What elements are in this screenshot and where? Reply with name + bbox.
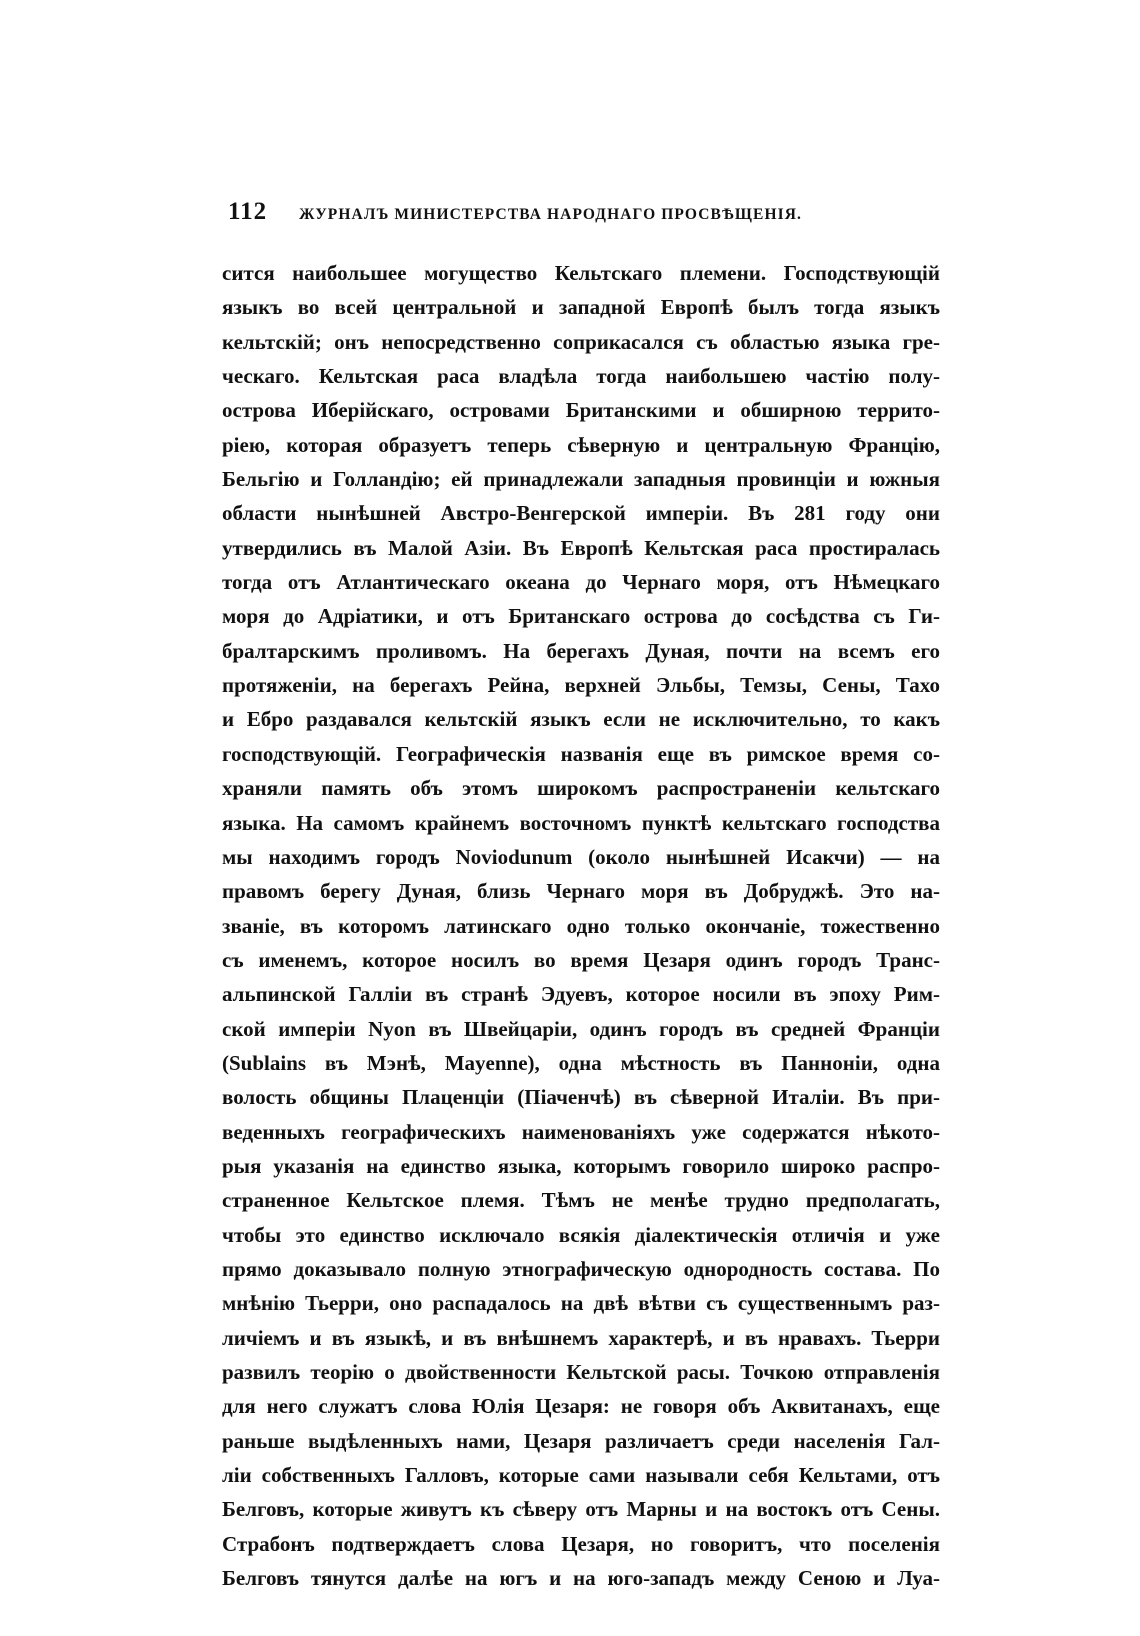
text-line: кельтскій; онъ непосредственно соприкасался съ областью языка гре- bbox=[222, 329, 940, 354]
text-line: и Ебро раздавался кельтскій языкъ если не исключительно, то какъ bbox=[222, 707, 940, 732]
text-line: Страбонъ подтверждаетъ слова Цезаря, но говоритъ, что поселенія bbox=[222, 1531, 940, 1556]
text-line: чтобы это единство исключало всякія діалектическія отличія и уже bbox=[222, 1222, 940, 1247]
text-line: Бельгію и Голландію; ей принадлежали западныя провинціи и южныя bbox=[222, 467, 940, 492]
text-line: языкъ во всей центральной и западной Европѣ былъ тогда языкъ bbox=[222, 295, 940, 320]
text-line: альпинской Галліи въ странѣ Эдуевъ, которое носили въ эпоху Рим- bbox=[222, 982, 940, 1007]
text-line: личіемъ и въ языкѣ, и въ внѣшнемъ характерѣ, и въ нравахъ. Тьерри bbox=[222, 1325, 940, 1350]
text-line: рыя указанія на единство языка, которымъ говорило широко распро- bbox=[222, 1153, 940, 1178]
text-line: раньше выдѣленныхъ нами, Цезаря различаетъ среди населенія Гал- bbox=[222, 1428, 940, 1453]
text-line: Белговъ, которые живутъ къ сѣверу отъ Марны и на востокъ отъ Сены. bbox=[222, 1497, 940, 1522]
text-line: протяженіи, на берегахъ Рейна, верхней Эльбы, Темзы, Сены, Тахо bbox=[222, 673, 940, 698]
text-line: моря до Адріатики, и отъ Британскаго острова до сосѣдства съ Ги- bbox=[222, 604, 940, 629]
text-line: званіе, въ которомъ латинскаго одно только окончаніе, тожественно bbox=[222, 913, 940, 938]
text-line: языка. На самомъ крайнемъ восточномъ пунктѣ кельтскаго господства bbox=[222, 810, 940, 835]
text-line: ріею, которая образуетъ теперь сѣверную и центральную Францію, bbox=[222, 432, 940, 457]
text-line: острова Иберійскаго, островами Британскими и обширною террито- bbox=[222, 398, 940, 423]
text-line: сится наибольшее могущество Кельтскаго племени. Господствующій bbox=[222, 261, 940, 285]
body-text bbox=[222, 256, 940, 1595]
text-line: для него служатъ слова Юлія Цезаря: не говоря объ Аквитанахъ, еще bbox=[222, 1394, 940, 1419]
page-number: 112 bbox=[228, 198, 268, 225]
text-line: ческаго. Кельтская раса владѣла тогда наибольшею частію полу- bbox=[222, 364, 940, 389]
text-line: Белговъ тянутся далѣе на югъ и на юго-западъ между Сеною и Луа- bbox=[222, 1566, 940, 1591]
text-line: (Sublains въ Мэнѣ, Mayenne), одна мѣстность въ Панноніи, одна bbox=[222, 1050, 940, 1075]
text-line: правомъ берегу Дуная, близь Чернаго моря въ Добруджѣ. Это на- bbox=[222, 879, 940, 904]
text-line: страненное Кельтское племя. Тѣмъ не менѣе трудно предполагать, bbox=[222, 1188, 940, 1213]
text-line: волость общины Плаценціи (Піаченчѣ) въ сѣверной Италіи. Въ при- bbox=[222, 1085, 940, 1110]
text-line: мы находимъ городъ Noviodunum (около нынѣшней Исакчи) — на bbox=[222, 844, 940, 869]
text-line: тогда отъ Атлантическаго океана до Чернаго моря, отъ Нѣмецкаго bbox=[222, 570, 940, 595]
running-title: ЖУРНАЛЪ МИНИСТЕРСТВА НАРОДНАГО ПРОСВѢЩЕНІЯ. bbox=[299, 206, 802, 223]
text-line: прямо доказывало полную этнографическую однородность состава. По bbox=[222, 1256, 940, 1281]
text-line: мнѣнію Тьерри, оно распадалось на двѣ вѣтви съ существеннымъ раз- bbox=[222, 1291, 940, 1316]
text-line: съ именемъ, которое носилъ во время Цезаря одинъ городъ Транс- bbox=[222, 947, 940, 972]
text-line: храняли память объ этомъ широкомъ распространеніи кельтскаго bbox=[222, 776, 940, 801]
text-line: ліи собственныхъ Галловъ, которые сами называли себя Кельтами, отъ bbox=[222, 1463, 940, 1488]
page-header bbox=[228, 198, 948, 234]
text-line: развилъ теорію о двойственности Кельтской расы. Точкою отправленія bbox=[222, 1360, 940, 1384]
text-line: области нынѣшней Австро-Венгерской имперіи. Въ 281 году они bbox=[222, 501, 940, 526]
text-line: бралтарскимъ проливомъ. На берегахъ Дуная, почти на всемъ его bbox=[222, 638, 940, 663]
text-line: господствующій. Географическія названія еще въ римское время со- bbox=[222, 741, 940, 766]
text-line: веденныхъ географическихъ наименованіяхъ уже содержатся нѣкото- bbox=[222, 1119, 940, 1144]
text-line: ской имперіи Nyon въ Швейцаріи, одинъ городъ въ средней Франціи bbox=[222, 1016, 940, 1041]
text-line: утвердились въ Малой Азіи. Въ Европѣ Кельтская раса простиралась bbox=[222, 535, 940, 560]
